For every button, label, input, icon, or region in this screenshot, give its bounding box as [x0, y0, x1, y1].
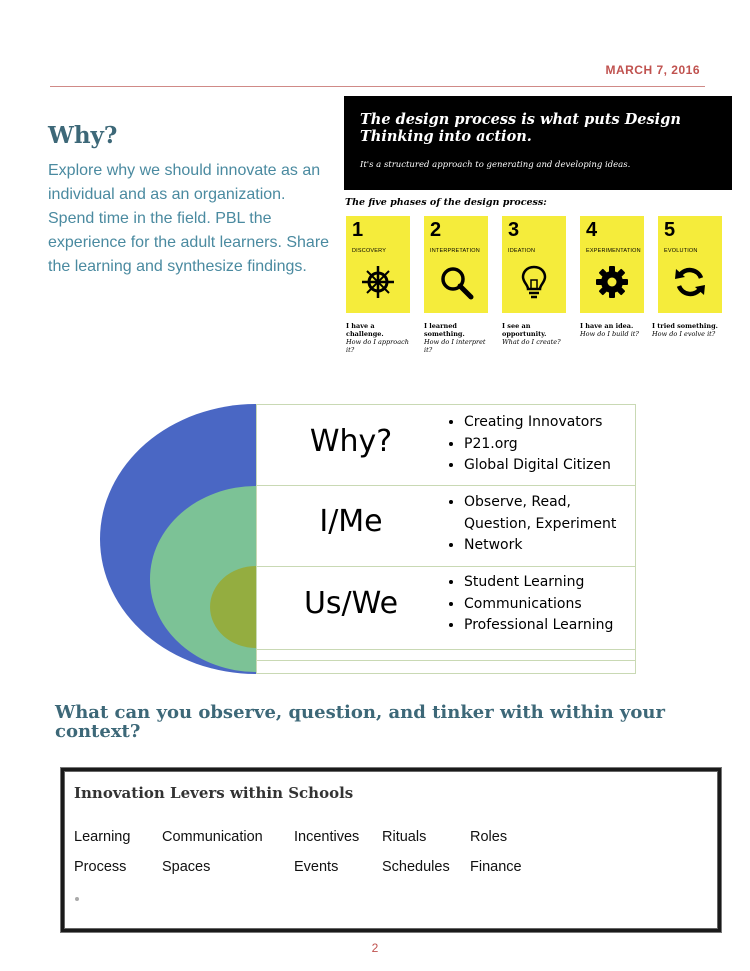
lever-item: Finance: [470, 859, 522, 875]
lever-item: Schedules: [382, 859, 450, 875]
phase-number: 5: [664, 219, 676, 241]
row-label-uswe: Us/We: [303, 586, 399, 621]
list-item: • Network: [464, 535, 616, 557]
row-label-ime: I/Me: [319, 504, 383, 539]
phase-number: 3: [508, 219, 520, 241]
phase-name: EXPERIMENTATION: [586, 248, 641, 254]
why-body: Explore why we should innovate as an individual and as an organization. Spend time in the field. PBL the experience for the adult learners. Share the learning and synthesize findings.: [48, 162, 330, 275]
phase-description: [502, 322, 568, 346]
nested-semicircles: [100, 404, 260, 674]
compass-icon: [360, 264, 396, 300]
phase-card-discovery: [346, 216, 410, 313]
lever-item: Spaces: [162, 859, 211, 875]
phase-question: What do I create?: [502, 338, 561, 346]
lever-item: Communication: [162, 829, 263, 845]
list-item: • Communications: [464, 594, 613, 616]
innovation-levers-box: [61, 768, 721, 932]
refresh-icon: [672, 264, 708, 300]
phase-question: How do I approach it?: [346, 338, 409, 354]
phase-card-evolution: [658, 216, 722, 313]
phase-description: [652, 322, 718, 338]
list-item: • P21.org: [464, 434, 611, 456]
phase-name: IDEATION: [508, 248, 536, 254]
phase-number: 2: [430, 219, 442, 241]
magnifier-icon: [438, 264, 474, 300]
phase-name: INTERPRETATION: [430, 248, 480, 254]
list-item: • Professional Learning: [464, 615, 613, 637]
list-item: • Student Learning: [464, 572, 613, 594]
row-box-spacer: [256, 660, 636, 674]
banner-headline: The design process is what puts Design Thinking into action.: [360, 111, 681, 145]
phase-question: How do I build it?: [580, 330, 639, 338]
phase-name: DISCOVERY: [352, 248, 387, 254]
list-item-continuation: Question, Experiment: [464, 515, 617, 532]
phase-number: 4: [586, 219, 598, 241]
phase-card-experimentation: [580, 216, 644, 313]
phase-question: How do I interpret it?: [424, 338, 486, 354]
phase-statement: I see an opportunity.: [502, 322, 547, 338]
row-list-why: [440, 412, 611, 477]
date-label: MARCH 7, 2016: [605, 63, 700, 77]
phase-statement: I have a challenge.: [346, 322, 384, 338]
lever-item: Incentives: [294, 829, 360, 845]
design-process-banner: [344, 96, 732, 190]
list-item: • Global Digital Citizen: [464, 455, 611, 477]
why-heading: Why?: [48, 122, 118, 149]
phase-name: EVOLUTION: [664, 248, 698, 254]
levers-title: Innovation Levers within Schools: [74, 784, 354, 802]
lever-item: Events: [294, 859, 339, 875]
lever-item: Process: [74, 859, 127, 875]
header-rule: [50, 86, 705, 87]
list-item: • Creating Innovators: [464, 412, 611, 434]
lever-item: Learning: [74, 829, 131, 845]
phase-statement: I have an idea.: [580, 322, 634, 330]
list-item: • Observe, Read,: [464, 492, 616, 514]
lever-item: Rituals: [382, 829, 427, 845]
lightbulb-icon: [516, 264, 552, 300]
banner-tagline: It's a structured approach to generating and developing ideas.: [360, 160, 631, 170]
page-number: 2: [371, 941, 379, 955]
phase-statement: I tried something.: [652, 322, 718, 330]
phase-description: [580, 322, 646, 338]
phase-card-interpretation: [424, 216, 488, 313]
row-list-uswe: [440, 572, 613, 637]
lever-item: Roles: [470, 829, 508, 845]
design-process-graphic: [340, 96, 735, 366]
list-item: [464, 514, 616, 536]
question-heading: What can you observe, question, and tinker with within your context?: [55, 702, 665, 742]
phase-number: 1: [352, 219, 364, 241]
bullet-dot: [75, 897, 79, 901]
phase-description: [424, 322, 490, 354]
phase-card-ideation: [502, 216, 566, 313]
gear-icon: [594, 264, 630, 300]
row-list-ime: [440, 492, 616, 557]
phase-description: [346, 322, 412, 354]
phases-subhead: The five phases of the design process:: [345, 197, 547, 208]
phase-question: How do I evolve it?: [652, 330, 716, 338]
row-label-why: Why?: [309, 424, 393, 459]
why-ime-uswe-diagram: [100, 404, 640, 674]
phase-statement: I learned something.: [424, 322, 465, 338]
